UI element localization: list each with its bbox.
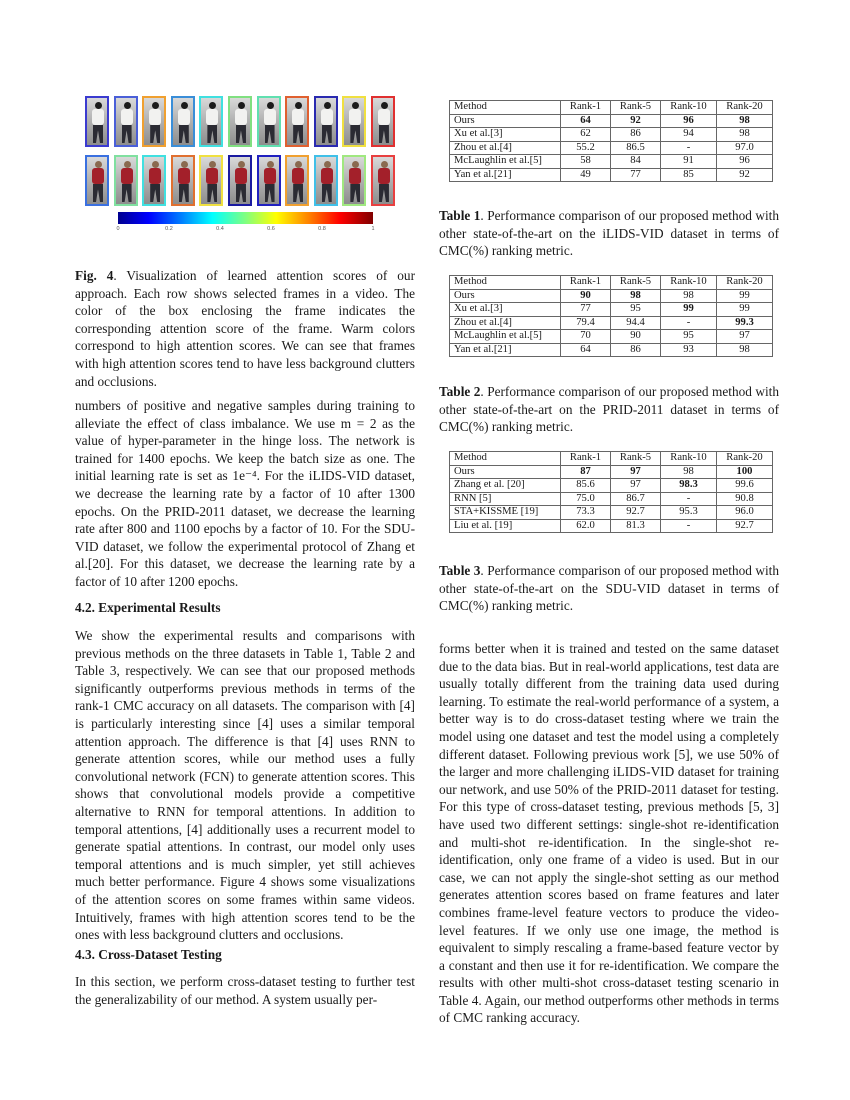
score-cell: 55.2 xyxy=(561,141,611,155)
method-cell: Ours xyxy=(450,465,561,479)
score-cell: 94.4 xyxy=(611,316,661,330)
column-header: Rank-10 xyxy=(661,452,717,466)
score-cell: 99 xyxy=(717,303,773,317)
table-row xyxy=(450,465,773,479)
table-1-caption xyxy=(439,207,779,260)
score-cell: - xyxy=(661,519,717,533)
person-torso xyxy=(121,168,133,184)
score-cell: - xyxy=(661,141,717,155)
method-cell: RNN [5] xyxy=(450,492,561,506)
score-cell: 96 xyxy=(661,114,717,128)
score-cell: 99.3 xyxy=(717,316,773,330)
person-head xyxy=(181,161,188,168)
person-torso xyxy=(378,109,390,125)
score-cell: 81.3 xyxy=(611,519,661,533)
person-head xyxy=(267,161,274,168)
table-row xyxy=(450,128,773,142)
score-cell: 86 xyxy=(611,128,661,142)
person-head xyxy=(267,102,274,109)
section-heading-4-3: 4.3. Cross-Dataset Testing xyxy=(75,947,222,962)
score-cell: 62 xyxy=(561,128,611,142)
score-cell: 98 xyxy=(717,343,773,357)
table-row xyxy=(450,519,773,533)
score-cell: 99.6 xyxy=(717,479,773,493)
table-row xyxy=(450,141,773,155)
score-cell: 58 xyxy=(561,155,611,169)
score-cell: 98 xyxy=(717,128,773,142)
column-header: Rank-20 xyxy=(717,276,773,290)
table-row xyxy=(450,479,773,493)
score-cell: 86.7 xyxy=(611,492,661,506)
video-frame-thumbnail xyxy=(257,96,281,147)
person-torso xyxy=(178,168,190,184)
video-frame-thumbnail xyxy=(314,96,338,147)
person-head xyxy=(324,161,331,168)
person-head xyxy=(238,102,245,109)
video-frame-thumbnail xyxy=(342,155,366,206)
score-cell: 73.3 xyxy=(561,506,611,520)
colorbar-ticks xyxy=(118,226,373,236)
score-cell: 86 xyxy=(611,343,661,357)
table-header-row xyxy=(450,276,773,290)
paragraph-cross-dataset-testing: forms better when it is trained and tested on the same dataset due to the data bias. But in real-world applications, test data are usually totally different from the training data used during learning. To estimate the real-world performance of a system, a better way is to do cross-dataset testing where we train the model using one dataset and test the model using a completely different dataset. Following previous work [5], we use 50% of the larger and more challenging iLIDS-VID dataset for training our network, and use 50% of the PRID-2011 dataset for testing. For this type of cross-dataset testing, previous methods [5, 3] have used two different settings: single-shot re-identification and multi-shot re-identification. In the single-shot re-identification, only one frame of a video is used. But in our case, we can not apply the single-shot setting as our method generates attention scores based on frame features and later combines frame-level feature vectors to produce the video-level features. If we only use one image, the method is equivalent to simply rescaling a frame-based feature vector by a constant and then use it for re-identification. We compare the results with other multi-shot cross-dataset testing scenario in Table 4. Again, our method outperforms other methods in terms of CMC ranking accuracy. xyxy=(439,641,779,1026)
video-frame-thumbnail xyxy=(371,155,395,206)
person-head xyxy=(238,161,245,168)
colorbar-tick-label: 1 xyxy=(371,226,375,232)
person-torso xyxy=(349,109,361,125)
score-cell: 98 xyxy=(661,465,717,479)
paragraph-cross-dataset-intro: In this section, we perform cross-dataset testing to further test the generalizability of our method. A system usually per- xyxy=(75,974,415,1007)
column-header: Method xyxy=(450,452,561,466)
paragraph-training-details: numbers of positive and negative samples during training to alleviate the effect of class imbalance. We use m = 2 as the value of hyper-parameter in the hinge loss. The network is trained for 1400 epochs. We keep the batch size as one. The initial learning rate is set as 1e⁻⁴. For the iLIDS-VID dataset, we decrease the learning rate by a factor of 10 after 1300 epochs. On the PRID-2011 dataset, we decrease the learning rate after 800 and 1100 epochs by a factor of 10. For the SDU-VID dataset, we follow the experimental protocol of Zhang et al.[20]. For this dataset, we decrease the learning rate by a factor of 10 after 1200 epochs. xyxy=(75,398,415,589)
table-row xyxy=(450,492,773,506)
person-torso xyxy=(264,168,276,184)
score-cell: 62.0 xyxy=(561,519,611,533)
score-cell: 97 xyxy=(611,465,661,479)
video-frame-thumbnail xyxy=(314,155,338,206)
person-torso xyxy=(178,109,190,125)
column-header: Rank-20 xyxy=(717,101,773,115)
table-3-caption xyxy=(439,562,779,615)
figure-4-attention-visualization xyxy=(85,96,405,241)
figure-4-caption-label: Fig. 4 xyxy=(75,268,114,283)
score-cell: 87 xyxy=(561,465,611,479)
person-torso xyxy=(292,168,304,184)
score-cell: 99 xyxy=(717,289,773,303)
video-frame-thumbnail xyxy=(285,96,309,147)
person-head xyxy=(124,161,131,168)
table-row xyxy=(450,506,773,520)
person-torso xyxy=(92,168,104,184)
score-cell: 98 xyxy=(661,289,717,303)
table-header-row xyxy=(450,101,773,115)
video-frame-thumbnail xyxy=(228,96,252,147)
score-cell: 64 xyxy=(561,343,611,357)
video-frame-thumbnail xyxy=(171,155,195,206)
person-head xyxy=(381,102,388,109)
table-3-caption-label: Table 3 xyxy=(439,563,481,578)
method-cell: Yan et al.[21] xyxy=(450,168,561,182)
score-cell: 84 xyxy=(611,155,661,169)
score-cell: 93 xyxy=(661,343,717,357)
section-heading-4-2: 4.2. Experimental Results xyxy=(75,600,221,615)
person-head xyxy=(124,102,131,109)
table-2-caption-text: . Performance comparison of our proposed method with other state-of-the-art on the PRID-2011 dataset in terms of CMC(%) ranking metric. xyxy=(439,384,779,435)
score-cell: 77 xyxy=(611,168,661,182)
person-torso xyxy=(235,109,247,125)
person-torso xyxy=(206,109,218,125)
column-header: Rank-20 xyxy=(717,452,773,466)
person-torso xyxy=(235,168,247,184)
method-cell: McLaughlin et al.[5] xyxy=(450,330,561,344)
table-row xyxy=(450,168,773,182)
method-cell: Ours xyxy=(450,114,561,128)
person-torso xyxy=(321,168,333,184)
column-header: Rank-10 xyxy=(661,101,717,115)
frame-row-red-jacket xyxy=(85,155,395,206)
figure-4-caption xyxy=(75,267,415,390)
method-cell: Zhou et al.[4] xyxy=(450,316,561,330)
score-cell: 49 xyxy=(561,168,611,182)
method-cell: Zhang et al. [20] xyxy=(450,479,561,493)
method-cell: STA+KISSME [19] xyxy=(450,506,561,520)
person-torso xyxy=(292,109,304,125)
table-header-row xyxy=(450,452,773,466)
video-frame-thumbnail xyxy=(199,155,223,206)
video-frame-thumbnail xyxy=(228,155,252,206)
frame-row-white-shirt xyxy=(85,96,395,147)
method-cell: Yan et al.[21] xyxy=(450,343,561,357)
score-cell: 95 xyxy=(661,330,717,344)
video-frame-thumbnail xyxy=(171,96,195,147)
table-2-prid-2011 xyxy=(449,275,773,357)
table-2-caption xyxy=(439,383,779,436)
video-frame-thumbnail xyxy=(257,155,281,206)
score-cell: 86.5 xyxy=(611,141,661,155)
figure-4-caption-text: . Visualization of learned attention scores of our approach. Each row shows selected frames in a video. The color of the box enclosing the frame indicates the corresponding attention score of the frame. Warm colors correspond to high attention scores. We can see that frames with high attention scores tend to have less background clutters and occlusions. xyxy=(75,268,415,389)
column-header: Rank-1 xyxy=(561,276,611,290)
column-header: Rank-1 xyxy=(561,101,611,115)
score-cell: 99 xyxy=(661,303,717,317)
score-cell: - xyxy=(661,492,717,506)
score-cell: 96 xyxy=(717,155,773,169)
score-cell: 90 xyxy=(611,330,661,344)
score-cell: 97 xyxy=(611,479,661,493)
table-1-caption-text: . Performance comparison of our proposed method with other state-of-the-art on the iLIDS-VID dataset in terms of CMC(%) ranking metric. xyxy=(439,208,779,259)
score-cell: 94 xyxy=(661,128,717,142)
score-cell: 92 xyxy=(611,114,661,128)
attention-colorbar xyxy=(118,212,373,224)
score-cell: 97 xyxy=(717,330,773,344)
score-cell: 77 xyxy=(561,303,611,317)
person-head xyxy=(95,161,102,168)
score-cell: 95 xyxy=(611,303,661,317)
score-cell: 92 xyxy=(717,168,773,182)
score-cell: 70 xyxy=(561,330,611,344)
method-cell: Xu et al.[3] xyxy=(450,128,561,142)
column-header: Rank-5 xyxy=(611,101,661,115)
table-row xyxy=(450,316,773,330)
video-frame-thumbnail xyxy=(199,96,223,147)
column-header: Rank-5 xyxy=(611,452,661,466)
video-frame-thumbnail xyxy=(85,96,109,147)
score-cell: 92.7 xyxy=(717,519,773,533)
column-header: Method xyxy=(450,276,561,290)
column-header: Method xyxy=(450,101,561,115)
score-cell: 64 xyxy=(561,114,611,128)
method-cell: Ours xyxy=(450,289,561,303)
person-torso xyxy=(92,109,104,125)
colorbar-tick-label: 0.4 xyxy=(216,226,224,232)
column-header: Rank-1 xyxy=(561,452,611,466)
score-cell: 92.7 xyxy=(611,506,661,520)
score-cell: 100 xyxy=(717,465,773,479)
paragraph-experimental-results: We show the experimental results and comparisons with previous methods on the three datasets in Table 1, Table 2 and Table 3, respectively. We can see that our proposed methods significantly outperforms previous methods in terms of the rank-1 CMC accuracy on all datasets. The comparison with [4] is particularly interesting since [4] uses a similar temporal attention approach. The difference is that [4] uses RNN to generate attention scores, while our method uses a fully convolutional network (FCN) to generate attention scores. This shows that convolutional models provide a competitive alternative to RNN for temporal attentions. In addition to temporal attentions, [4] additionally uses a recurrent model to generate spatial attentions. In contrast, our model only uses temporal attentions and is much simpler, yet still achieves much better performance. Figure 4 shows some visualizations of the attention scores on some frames within same videos. Intuitively, frames with high attention scores tend to be the ones with less background clutters and occlusions. xyxy=(75,628,415,943)
method-cell: Xu et al.[3] xyxy=(450,303,561,317)
video-frame-thumbnail xyxy=(285,155,309,206)
person-head xyxy=(95,102,102,109)
video-frame-thumbnail xyxy=(114,96,138,147)
video-frame-thumbnail xyxy=(371,96,395,147)
score-cell: - xyxy=(661,316,717,330)
table-3-sdu-vid xyxy=(449,451,773,533)
score-cell: 85.6 xyxy=(561,479,611,493)
score-cell: 98 xyxy=(717,114,773,128)
person-torso xyxy=(121,109,133,125)
person-torso xyxy=(149,109,161,125)
colorbar-tick-label: 0.8 xyxy=(318,226,326,232)
table-row xyxy=(450,343,773,357)
method-cell: Liu et al. [19] xyxy=(450,519,561,533)
score-cell: 75.0 xyxy=(561,492,611,506)
colorbar-tick-label: 0 xyxy=(116,226,120,232)
score-cell: 79.4 xyxy=(561,316,611,330)
person-head xyxy=(324,102,331,109)
column-header: Rank-10 xyxy=(661,276,717,290)
person-torso xyxy=(321,109,333,125)
method-cell: McLaughlin et al.[5] xyxy=(450,155,561,169)
table-row xyxy=(450,289,773,303)
video-frame-thumbnail xyxy=(114,155,138,206)
video-frame-thumbnail xyxy=(85,155,109,206)
score-cell: 91 xyxy=(661,155,717,169)
video-frame-thumbnail xyxy=(342,96,366,147)
table-row xyxy=(450,114,773,128)
table-2-caption-label: Table 2 xyxy=(439,384,481,399)
person-head xyxy=(181,102,188,109)
person-torso xyxy=(264,109,276,125)
colorbar-tick-label: 0.2 xyxy=(165,226,173,232)
video-frame-thumbnail xyxy=(142,96,166,147)
table-1-ilids-vid xyxy=(449,100,773,182)
table-row xyxy=(450,330,773,344)
table-1-caption-label: Table 1 xyxy=(439,208,481,223)
colorbar-tick-label: 0.6 xyxy=(267,226,275,232)
table-row xyxy=(450,303,773,317)
person-torso xyxy=(378,168,390,184)
score-cell: 90.8 xyxy=(717,492,773,506)
person-torso xyxy=(149,168,161,184)
score-cell: 85 xyxy=(661,168,717,182)
video-frame-thumbnail xyxy=(142,155,166,206)
person-torso xyxy=(349,168,361,184)
score-cell: 90 xyxy=(561,289,611,303)
table-3-caption-text: . Performance comparison of our proposed method with other state-of-the-art on the SDU-VID dataset in terms of CMC(%) ranking metric. xyxy=(439,563,779,614)
score-cell: 98.3 xyxy=(661,479,717,493)
score-cell: 95.3 xyxy=(661,506,717,520)
table-row xyxy=(450,155,773,169)
score-cell: 97.0 xyxy=(717,141,773,155)
person-torso xyxy=(206,168,218,184)
method-cell: Zhou et al.[4] xyxy=(450,141,561,155)
score-cell: 98 xyxy=(611,289,661,303)
person-head xyxy=(381,161,388,168)
column-header: Rank-5 xyxy=(611,276,661,290)
score-cell: 96.0 xyxy=(717,506,773,520)
